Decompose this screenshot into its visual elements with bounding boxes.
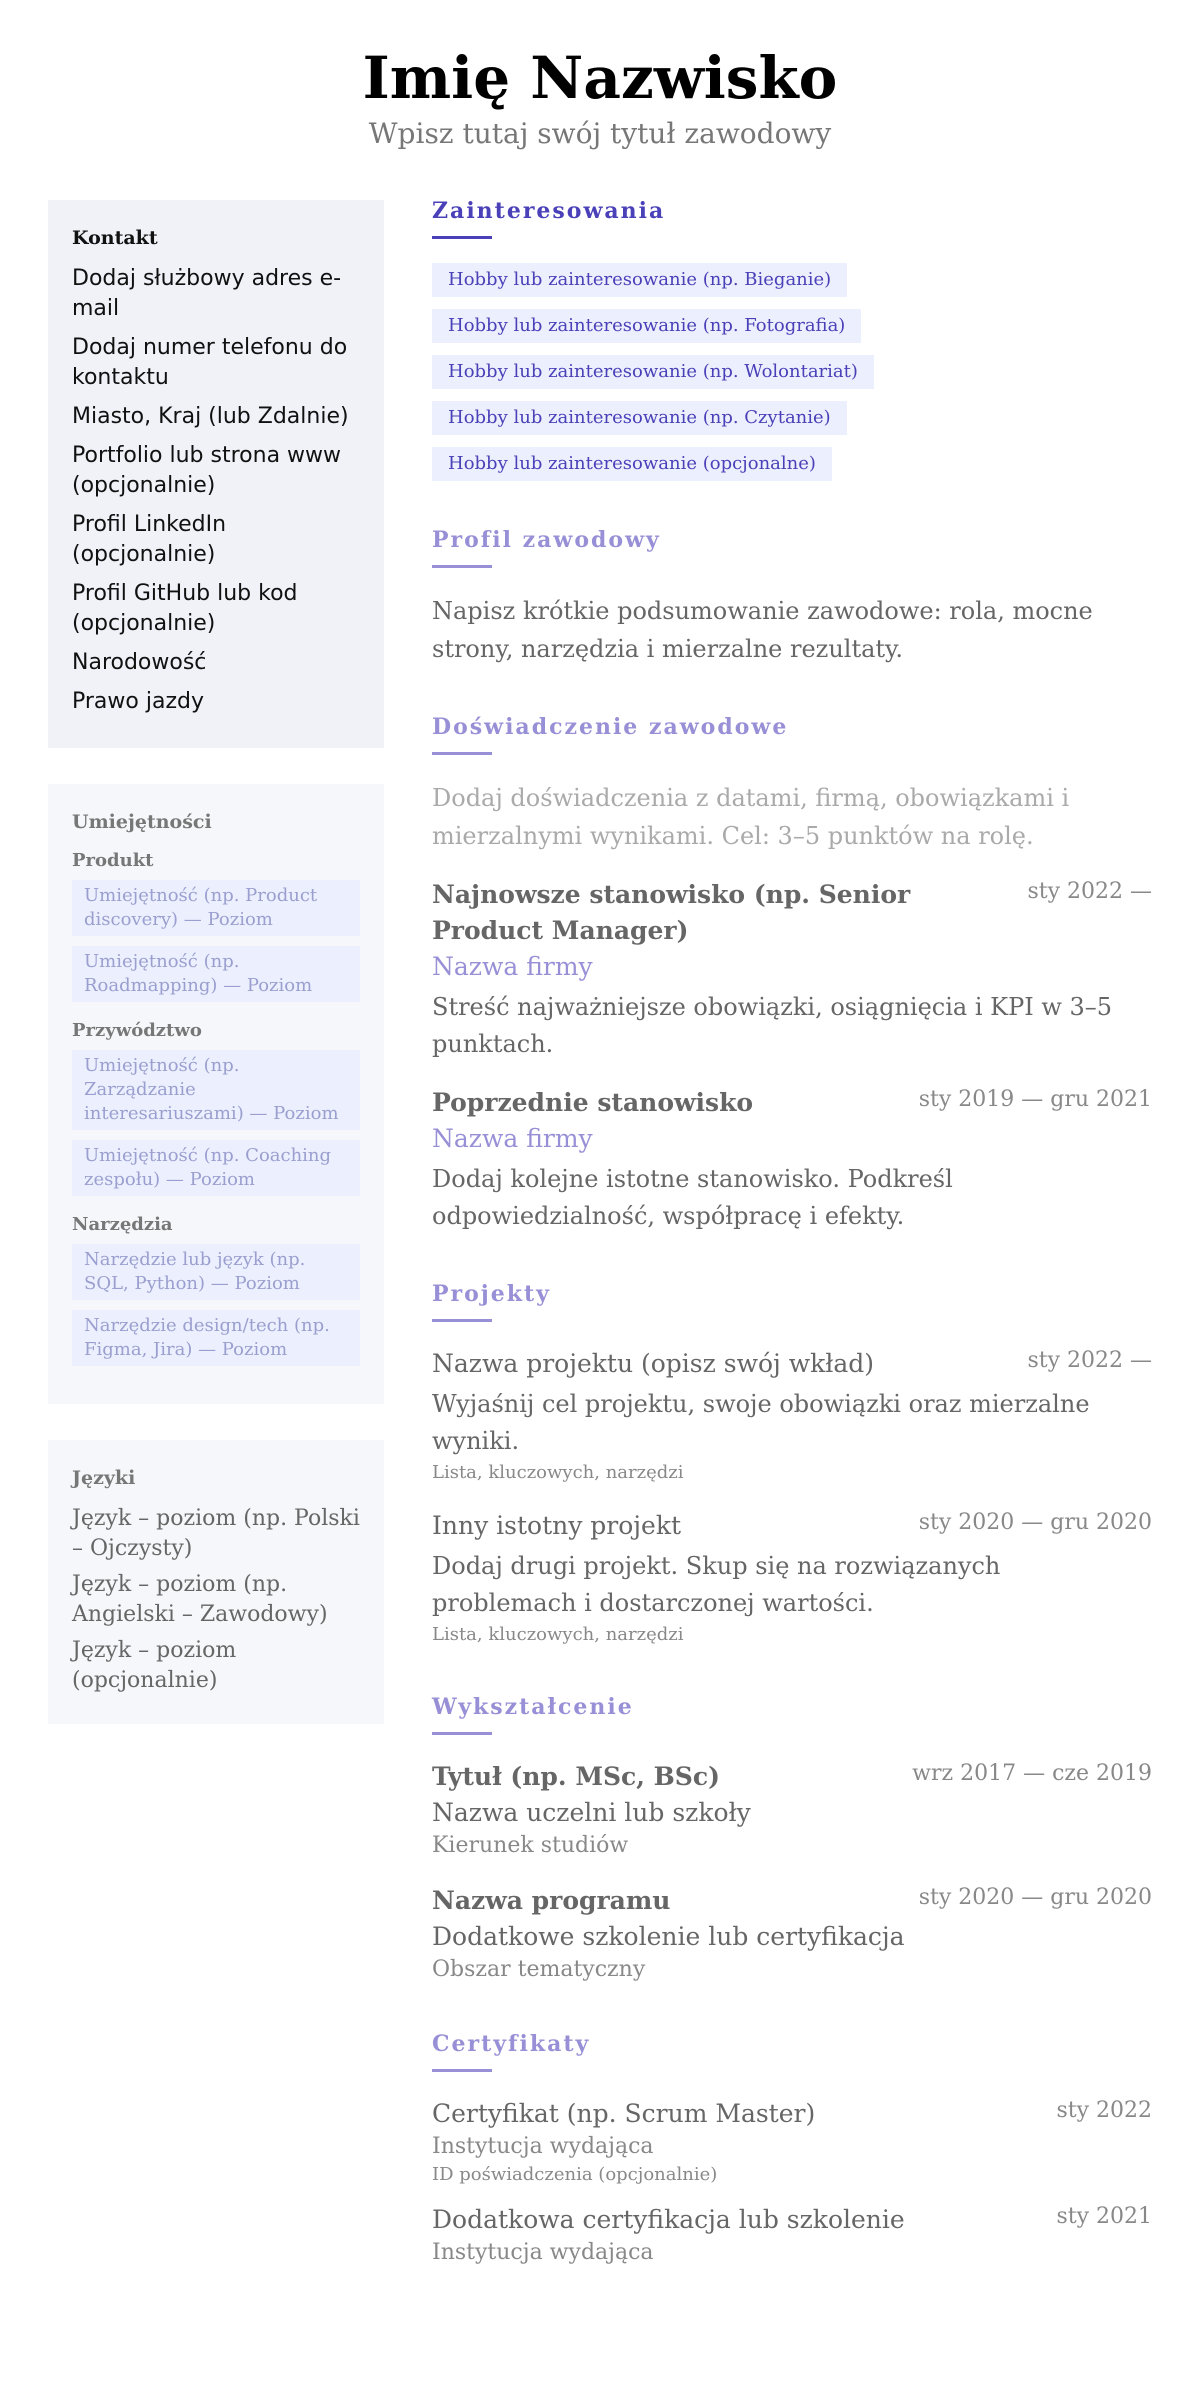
interest-tag: Hobby lub zainteresowanie (np. Wolontariat) [432,355,874,389]
interest-tag: Hobby lub zainteresowanie (np. Fotografia) [432,309,861,343]
education-entry [432,1883,1152,1985]
interest-tag: Hobby lub zainteresowanie (np. Bieganie) [432,263,847,297]
field-of-study: Kierunek studiów [432,1833,629,1858]
contact-card [48,200,384,748]
skill-group [72,848,360,1002]
education-section [432,1692,1152,1985]
interest-tag: Hobby lub zainteresowanie (np. Czytanie) [432,401,847,435]
language-item: Język – poziom (np. Polski – Ojczysty) [72,1506,360,1561]
skill-item: Umiejętność (np. Roadmapping) — Poziom [72,946,360,1002]
school-name: Dodatkowe szkolenie lub certyfikacja [432,1922,905,1951]
skill-item: Umiejętność (np. Zarządzanie interesariuszami) — Poziom [72,1050,360,1130]
skill-group-name: Produkt [72,850,154,871]
full-name: Imię Nazwisko [362,44,838,112]
field-of-study: Obszar tematyczny [432,1957,646,1982]
skill-group [72,1212,360,1366]
contact-github: Profil GitHub lub kod (opcjonalnie) [72,581,298,636]
certificate-date: sty 2021 [1056,2204,1152,2229]
company-name: Nazwa firmy [432,1124,593,1153]
contact-email: Dodaj służbowy adres e-mail [72,266,342,321]
experience-intro: Dodaj doświadczenia z datami, firmą, obowiązkami i mierzalnymi wynikami. Cel: 3–5 punktów na rolę. [432,784,1070,850]
profile-section [432,525,1152,668]
degree-title: Nazwa programu [432,1886,671,1915]
skill-group-name: Przywództwo [72,1020,202,1041]
job-description: Dodaj kolejne istotne stanowisko. Podkreśl odpowiedzialność, współpracę i efekty. [432,1165,953,1230]
company-name: Nazwa firmy [432,952,593,981]
certificate-title: Certyfikat (np. Scrum Master) [432,2099,816,2128]
contact-nationality: Narodowość [72,650,207,675]
skills-title: Umiejętności [72,811,212,833]
certificate-id: ID poświadczenia (opcjonalnie) [432,2164,718,2185]
contact-portfolio: Portfolio lub strona www (opcjonalnie) [72,443,342,498]
resume-header [0,44,1200,152]
certificate-date: sty 2022 [1056,2098,1152,2123]
project-date: sty 2022 — [1027,1348,1152,1373]
section-divider [432,1732,492,1735]
interest-tag: Hobby lub zainteresowanie (opcjonalne) [432,447,832,481]
interests-section [432,196,1152,481]
skill-item: Narzędzie design/tech (np. Figma, Jira) — Poziom [72,1310,360,1366]
job-date: sty 2019 — gru 2021 [918,1087,1152,1112]
contact-title: Kontakt [72,227,158,249]
project-date: sty 2020 — gru 2020 [918,1510,1152,1535]
section-title: Projekty [432,1281,551,1307]
job-date: sty 2022 — [1027,879,1152,904]
section-divider [432,1319,492,1322]
education-date: sty 2020 — gru 2020 [918,1885,1152,1910]
certificates-section [432,2029,1152,2268]
sidebar [48,200,384,1760]
certificate-issuer: Instytucja wydająca [432,2134,654,2159]
skill-item: Umiejętność (np. Coaching zespołu) — Poziom [72,1140,360,1196]
contact-phone: Dodaj numer telefonu do kontaktu [72,335,348,390]
certificate-entry [432,2096,1152,2188]
project-description: Dodaj drugi projekt. Skup się na rozwiązanych problemach i dostarczonej wartości. [432,1552,1001,1617]
skill-item: Umiejętność (np. Product discovery) — Poziom [72,880,360,936]
job-title: Wpisz tutaj swój tytuł zawodowy [368,117,832,150]
project-entry [432,1346,1152,1486]
projects-section [432,1279,1152,1648]
school-name: Nazwa uczelni lub szkoły [432,1798,751,1827]
project-title: Inny istotny projekt [432,1511,682,1540]
section-title: Doświadczenie zawodowe [432,714,789,740]
skill-item: Narzędzie lub język (np. SQL, Python) — Poziom [72,1244,360,1300]
job-description: Streść najważniejsze obowiązki, osiągnięcia i KPI w 3–5 punktach. [432,993,1113,1058]
section-title: Zainteresowania [432,198,666,224]
education-date: wrz 2017 — cze 2019 [912,1761,1152,1786]
education-entry [432,1759,1152,1861]
contact-location: Miasto, Kraj (lub Zdalnie) [72,404,349,429]
job-title: Poprzednie stanowisko [432,1088,754,1117]
project-tools: Lista, kluczowych, narzędzi [432,1462,684,1483]
section-title: Certyfikaty [432,2031,591,2057]
project-description: Wyjaśnij cel projektu, swoje obowiązki oraz mierzalne wyniki. [432,1390,1090,1455]
project-title: Nazwa projektu (opisz swój wkład) [432,1349,875,1378]
main-content [432,196,1152,2312]
contact-driving-license: Prawo jazdy [72,689,204,714]
skill-group-name: Narzędzia [72,1214,173,1235]
degree-title: Tytuł (np. MSc, BSc) [432,1762,720,1791]
skill-group [72,1018,360,1196]
contact-linkedin: Profil LinkedIn (opcjonalnie) [72,512,227,567]
skills-card [48,784,384,1404]
profile-summary: Napisz krótkie podsumowanie zawodowe: rola, mocne strony, narzędzia i mierzalne rezultaty. [432,597,1093,663]
certificate-entry [432,2202,1152,2268]
languages-card [48,1440,384,1724]
section-divider [432,236,492,239]
section-title: Profil zawodowy [432,527,661,553]
section-divider [432,752,492,755]
section-divider [432,565,492,568]
job-title: Najnowsze stanowisko (np. Senior Product Manager) [432,880,911,945]
language-item: Język – poziom (opcjonalnie) [72,1638,237,1693]
language-item: Język – poziom (np. Angielski – Zawodowy) [72,1572,328,1627]
project-tools: Lista, kluczowych, narzędzi [432,1624,684,1645]
section-divider [432,2069,492,2072]
section-title: Wykształcenie [432,1694,634,1720]
job-entry [432,1085,1152,1235]
project-entry [432,1508,1152,1648]
job-entry [432,877,1152,1063]
certificate-title: Dodatkowa certyfikacja lub szkolenie [432,2205,905,2234]
languages-title: Języki [72,1467,136,1489]
experience-section [432,712,1152,1235]
certificate-issuer: Instytucja wydająca [432,2240,654,2265]
